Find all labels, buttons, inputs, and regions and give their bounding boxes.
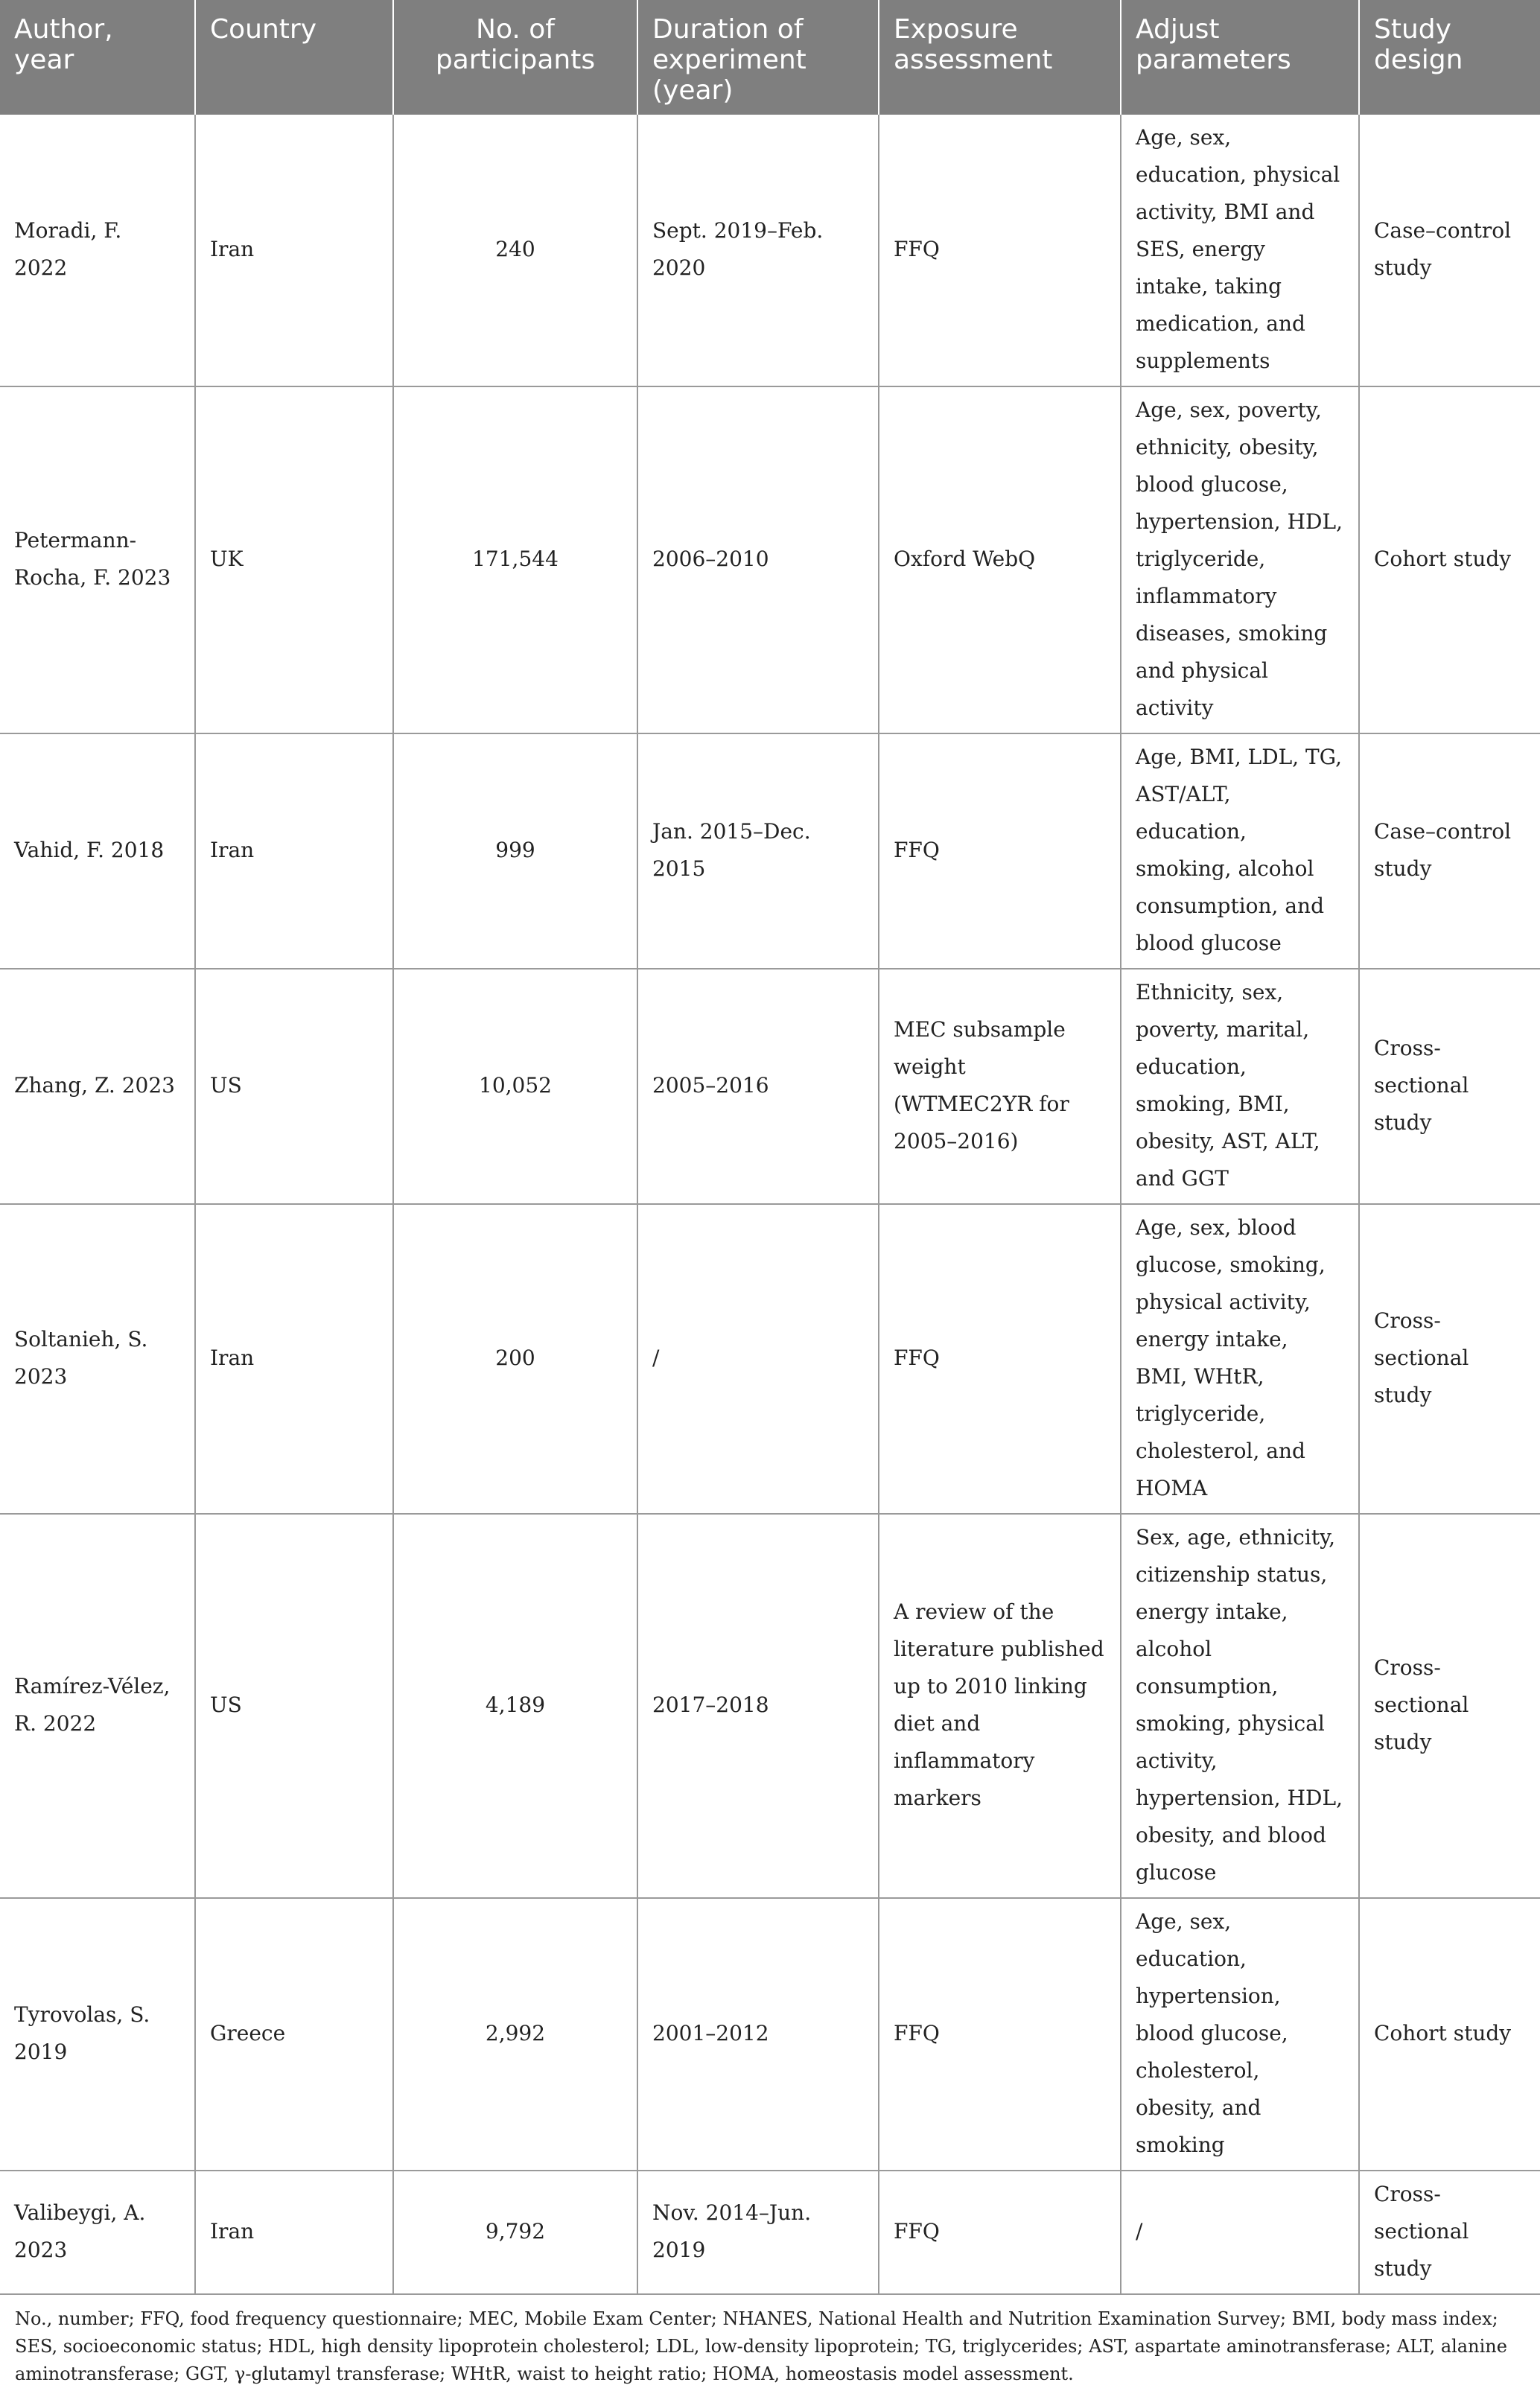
- cell-exposure: FFQ: [879, 115, 1121, 386]
- table-row: [0, 969, 1540, 1204]
- header-row: [0, 0, 1540, 115]
- cell-adjust: Age, sex, blood glucose, smoking, physical activity, energy intake, BMI, WHtR, triglyceride, cholesterol, and HOMA: [1121, 1204, 1359, 1514]
- table-row: [0, 1898, 1540, 2171]
- header-adjust-parameters: Adjust parameters: [1121, 0, 1359, 115]
- cell-adjust: Age, BMI, LDL, TG, AST/ALT, education, smoking, alcohol consumption, and blood glucose: [1121, 733, 1359, 969]
- cell-design: Case–control study: [1359, 733, 1540, 969]
- header-author-year: Author, year: [0, 0, 195, 115]
- cell-participants: 200: [393, 1204, 637, 1514]
- cell-exposure: FFQ: [879, 1898, 1121, 2171]
- table-row: [0, 1204, 1540, 1514]
- cell-author: Soltanieh, S. 2023: [0, 1204, 195, 1514]
- cell-participants: 999: [393, 733, 637, 969]
- cell-country: Iran: [195, 2171, 393, 2294]
- cell-country: UK: [195, 386, 393, 733]
- cell-design: Cross-sectional study: [1359, 1204, 1540, 1514]
- cell-adjust: Ethnicity, sex, poverty, marital, education, smoking, BMI, obesity, AST, ALT, and GGT: [1121, 969, 1359, 1204]
- cell-duration: 2005–2016: [637, 969, 879, 1204]
- table-row: [0, 386, 1540, 733]
- cell-adjust: Age, sex, education, physical activity, BMI and SES, energy intake, taking medication, and supplements: [1121, 115, 1359, 386]
- table-row: [0, 115, 1540, 386]
- table-row: [0, 1514, 1540, 1898]
- cell-duration: Sept. 2019–Feb. 2020: [637, 115, 879, 386]
- table-row: [0, 2171, 1540, 2294]
- header-exposure: Exposure assessment: [879, 0, 1121, 115]
- cell-exposure: Oxford WebQ: [879, 386, 1121, 733]
- cell-participants: 171,544: [393, 386, 637, 733]
- cell-design: Cohort study: [1359, 1898, 1540, 2171]
- table-footnote: No., number; FFQ, food frequency questionnaire; MEC, Mobile Exam Center; NHANES, National Health and Nutrition Examination Survey; BMI, body mass index; SES, socioeconomic status; HDL, high density lipoprotein cholesterol; LDL, low-density lipoprotein; TG, triglycerides; AST, aspartate aminotransferase; ALT, alanine aminotransferase; GGT, γ-glutamyl transferase; WHtR, waist to height ratio; HOMA, homeostasis model assessment.: [15, 2308, 1507, 2384]
- cell-author: Ramírez-Vélez, R. 2022: [0, 1514, 195, 1898]
- header-country: Country: [195, 0, 393, 115]
- cell-duration: Nov. 2014–Jun. 2019: [637, 2171, 879, 2294]
- cell-author: Zhang, Z. 2023: [0, 969, 195, 1204]
- cell-author: Vahid, F. 2018: [0, 733, 195, 969]
- cell-adjust: Age, sex, poverty, ethnicity, obesity, blood glucose, hypertension, HDL, triglyceride, inflammatory diseases, smoking and physical activity: [1121, 386, 1359, 733]
- cell-design: Cohort study: [1359, 386, 1540, 733]
- cell-exposure: FFQ: [879, 1204, 1121, 1514]
- cell-exposure: MEC subsample weight (WTMEC2YR for 2005–2016): [879, 969, 1121, 1204]
- cell-exposure: A review of the literature published up to 2010 linking diet and inflammatory markers: [879, 1514, 1121, 1898]
- cell-exposure: FFQ: [879, 733, 1121, 969]
- cell-design: Cross-sectional study: [1359, 1514, 1540, 1898]
- cell-country: Iran: [195, 733, 393, 969]
- cell-author: Moradi, F. 2022: [0, 115, 195, 386]
- cell-country: US: [195, 1514, 393, 1898]
- cell-participants: 9,792: [393, 2171, 637, 2294]
- header-study-design: Study design: [1359, 0, 1540, 115]
- cell-country: Iran: [195, 1204, 393, 1514]
- cell-duration: Jan. 2015–Dec. 2015: [637, 733, 879, 969]
- cell-adjust: Age, sex, education, hypertension, blood glucose, cholesterol, obesity, and smoking: [1121, 1898, 1359, 2171]
- cell-country: US: [195, 969, 393, 1204]
- header-participants: No. of participants: [393, 0, 637, 115]
- cell-duration: /: [637, 1204, 879, 1514]
- cell-participants: 10,052: [393, 969, 637, 1204]
- cell-participants: 4,189: [393, 1514, 637, 1898]
- cell-duration: 2017–2018: [637, 1514, 879, 1898]
- cell-adjust: /: [1121, 2171, 1359, 2294]
- cell-adjust: Sex, age, ethnicity, citizenship status, energy intake, alcohol consumption, smoking, physical activity, hypertension, HDL, obesity, and blood glucose: [1121, 1514, 1359, 1898]
- cell-duration: 2006–2010: [637, 386, 879, 733]
- cell-author: Petermann-Rocha, F. 2023: [0, 386, 195, 733]
- cell-design: Cross-sectional study: [1359, 2171, 1540, 2294]
- cell-country: Greece: [195, 1898, 393, 2171]
- header-duration: Duration of experiment (year): [637, 0, 879, 115]
- cell-design: Case–control study: [1359, 115, 1540, 386]
- cell-design: Cross-sectional study: [1359, 969, 1540, 1204]
- table-row: [0, 733, 1540, 969]
- cell-participants: 240: [393, 115, 637, 386]
- cell-exposure: FFQ: [879, 2171, 1121, 2294]
- cell-author: Valibeygi, A. 2023: [0, 2171, 195, 2294]
- cell-country: Iran: [195, 115, 393, 386]
- cell-duration: 2001–2012: [637, 1898, 879, 2171]
- cell-author: Tyrovolas, S. 2019: [0, 1898, 195, 2171]
- cell-participants: 2,992: [393, 1898, 637, 2171]
